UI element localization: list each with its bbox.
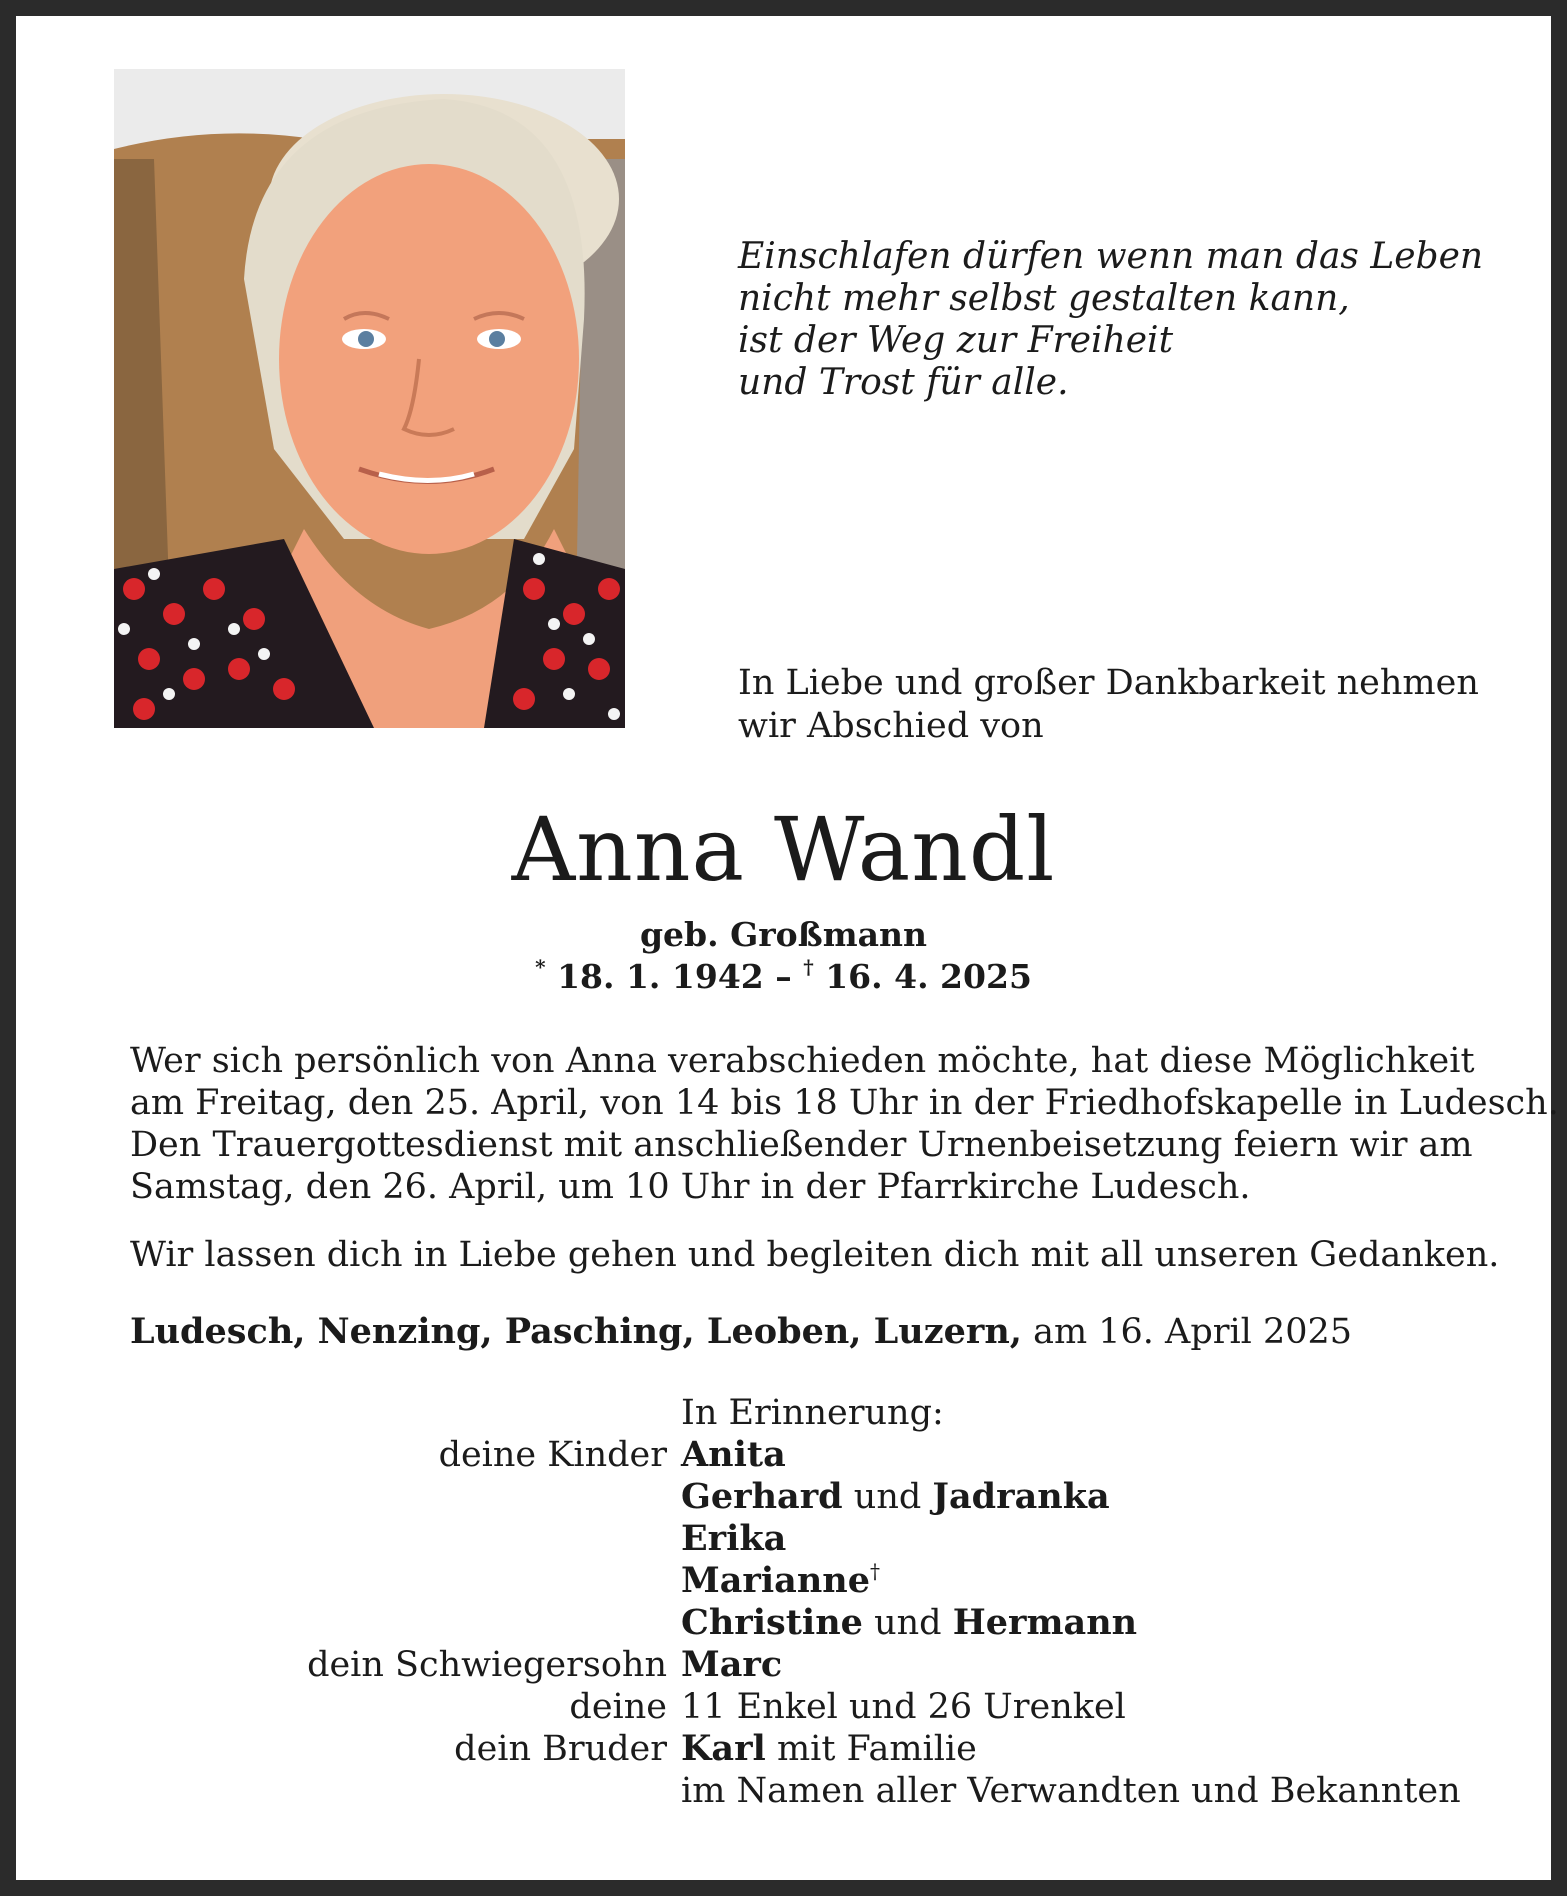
deceased-name: Anna Wandl (511, 798, 1056, 901)
mourner-row (0, 1476, 1567, 1518)
place-and-date (130, 1311, 1352, 1353)
mourners-list (0, 1392, 1567, 1812)
and-word: und (853, 1477, 922, 1517)
service-line: Samstag, den 26. April, um 10 Uhr in der Pfarrkirche Ludesch. (130, 1167, 1251, 1207)
mourner-names (681, 1476, 1110, 1518)
mourner-names (681, 1560, 880, 1602)
birth-symbol: * (535, 955, 546, 979)
mourners-heading: In Erinnerung: (681, 1393, 944, 1433)
mourner-row (0, 1770, 1567, 1812)
birth-name: geb. Großmann (639, 915, 928, 954)
mourner-christine: Christine (681, 1602, 863, 1643)
intro-line: wir Abschied von (738, 706, 1044, 746)
service-line: Den Trauergottesdienst mit anschließender Urnenbeisetzung feiern wir am (130, 1125, 1473, 1165)
life-dates (0, 956, 1567, 998)
mourners-heading-row (0, 1392, 1567, 1434)
service-line: Wer sich persönlich von Anna verabschieden möchte, hat diese Möglichkeit (130, 1041, 1475, 1081)
mourner-row (0, 1518, 1567, 1560)
mourner-names (681, 1434, 786, 1476)
date-dash: – (775, 957, 792, 996)
relation-grandchildren: deine (569, 1687, 667, 1727)
places: Ludesch, Nenzing, Pasching, Leoben, Luzern, (130, 1311, 1022, 1352)
mourner-jadranka: Jadranka (932, 1476, 1110, 1517)
mourner-names (681, 1644, 782, 1686)
mourner-hermann: Hermann (952, 1602, 1138, 1643)
and-word: und (874, 1603, 942, 1643)
mourner-names (681, 1728, 977, 1770)
poem-line: nicht mehr selbst gestalten kann, (738, 278, 1350, 319)
mourner-marianne: Marianne (681, 1560, 870, 1601)
memorial-poem (738, 236, 1483, 404)
portrait-photo (114, 69, 625, 728)
mourner-erika: Erika (681, 1518, 787, 1559)
death-date: 16. 4. 2025 (825, 957, 1032, 996)
all-relatives: im Namen aller Verwandten und Bekannten (681, 1771, 1461, 1811)
mourner-marc: Marc (681, 1644, 783, 1685)
mourner-gerhard: Gerhard (681, 1476, 843, 1517)
intro-line: In Liebe und großer Dankbarkeit nehmen (738, 663, 1479, 703)
mourner-names (681, 1602, 1137, 1644)
mourner-row (0, 1434, 1567, 1476)
mourner-row (0, 1686, 1567, 1728)
poem-line: und Trost für alle. (738, 362, 1069, 403)
service-line: am Freitag, den 25. April, von 14 bis 18 Uhr in der Friedhofskapelle in Ludesch. (130, 1083, 1559, 1123)
death-symbol: † (803, 955, 814, 979)
mourner-row (0, 1560, 1567, 1602)
cross-symbol: † (870, 1559, 880, 1583)
birth-date: 18. 1. 1942 (557, 957, 764, 996)
relation-son-in-law: dein Schwiegersohn (307, 1645, 667, 1685)
mourner-row (0, 1728, 1567, 1770)
mourner-names (681, 1518, 786, 1560)
notice-date: am 16. April 2025 (1033, 1312, 1353, 1352)
farewell-intro (738, 662, 1479, 748)
poem-line: ist der Weg zur Freiheit (738, 320, 1174, 361)
grandchildren-count: 11 Enkel und 26 Urenkel (681, 1687, 1126, 1727)
closing-sentence: Wir lassen dich in Liebe gehen und begleiten dich mit all unseren Gedanken. (130, 1235, 1500, 1275)
service-details (130, 1040, 1559, 1208)
with-family: mit Familie (776, 1729, 977, 1769)
relation-children: deine Kinder (438, 1435, 667, 1475)
mourner-row (0, 1602, 1567, 1644)
mourner-row (0, 1644, 1567, 1686)
mourner-karl: Karl (681, 1728, 766, 1769)
relation-brother: dein Bruder (454, 1729, 667, 1769)
mourner-anita: Anita (681, 1434, 786, 1475)
poem-line: Einschlafen dürfen wenn man das Leben (738, 236, 1484, 277)
